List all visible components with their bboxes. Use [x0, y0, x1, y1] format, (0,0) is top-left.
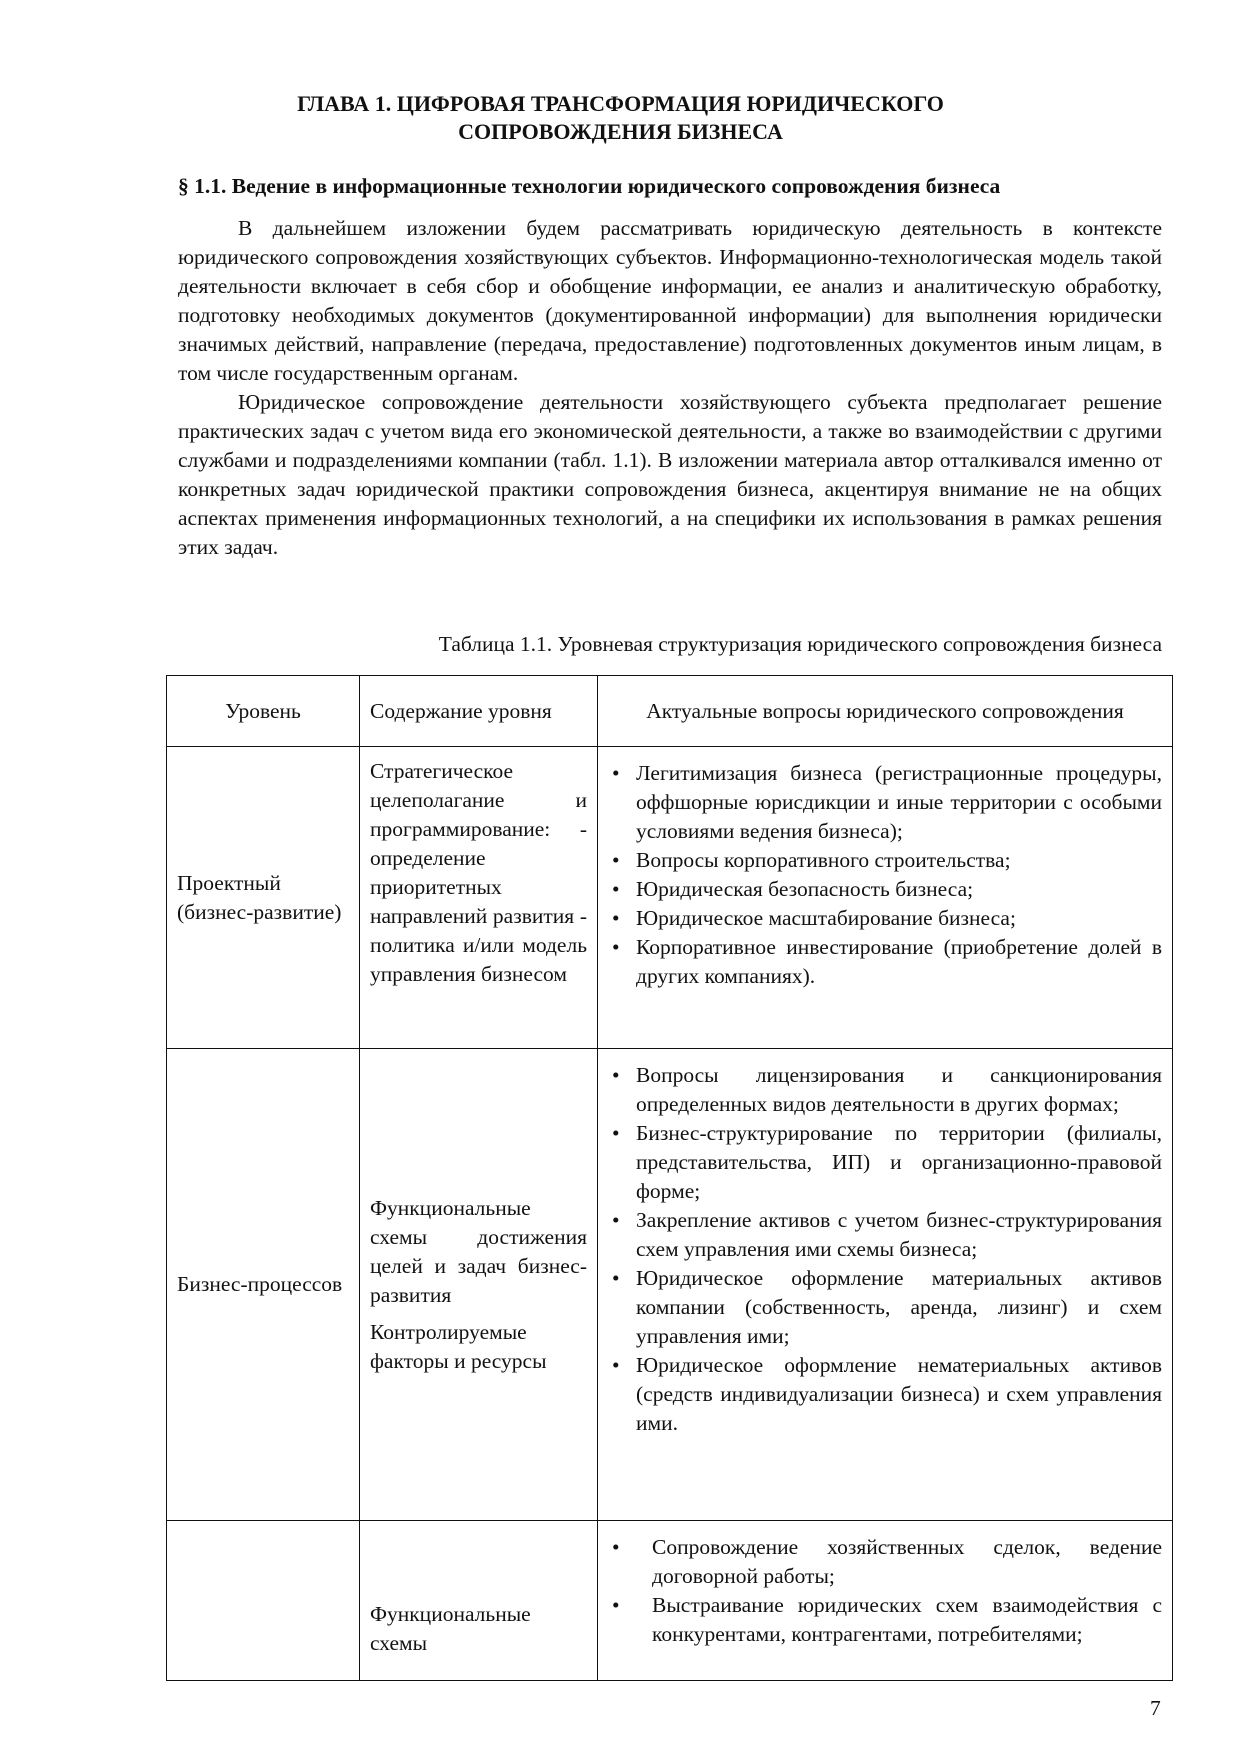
list-item: • Корпоративное инвестирование (приобретение долей в других компаниях). — [608, 933, 1162, 991]
issues-cell — [598, 1049, 1173, 1521]
content-cell — [360, 1049, 598, 1521]
page-number: 7 — [1150, 1696, 1161, 1720]
list-item: • Сопровождение хозяйственных сделок, ведение договорной работы; — [608, 1533, 1162, 1591]
level-cell: Проектный (бизнес-развитие) — [167, 747, 360, 1049]
list-item: • Выстраивание юридических схем взаимодействия с конкурентами, контрагентами, потребителями; — [608, 1591, 1162, 1649]
list-item: • Вопросы лицензирования и санкционирования определенных видов деятельности в других формах; — [608, 1061, 1162, 1119]
content-cell: Стратегическое целеполагание и программирование: - определение приоритетных направлений развития - политика и/или модель управления бизнесом — [360, 747, 598, 1049]
list-item: • Легитимизация бизнеса (регистрационные процедуры, оффшорные юрисдикции и иные территории с особыми условиями ведения бизнеса); — [608, 759, 1162, 846]
list-item: • Юридическое оформление нематериальных активов (средств индивидуализации бизнеса) и схем управления ими. — [608, 1351, 1162, 1438]
header-cell: Уровень — [167, 676, 360, 747]
section-title: § 1.1. Ведение в информационные технологии юридического сопровождения бизнеса — [178, 174, 1001, 198]
table-caption: Таблица 1.1. Уровневая структуризация юридического сопровождения бизнеса — [438, 632, 1162, 656]
table-row — [167, 747, 1173, 1049]
levels-table — [166, 675, 1173, 1681]
chapter-title-line: СОПРОВОЖДЕНИЯ БИЗНЕСА — [458, 119, 783, 144]
list-item: • Закрепление активов с учетом бизнес-структурирования схем управления ими схемы бизнеса; — [608, 1206, 1162, 1264]
content-text: Функциональные схемы достижения целей и задач бизнес-развития — [370, 1195, 587, 1307]
header-cell: Содержание уровня — [360, 676, 598, 747]
table-header-row — [167, 676, 1173, 747]
chapter-title — [0, 90, 1241, 146]
table-row — [167, 1049, 1173, 1521]
list-item: • Бизнес-структурирование по территории (филиалы, представительства, ИП) и организационно-правовой форме; — [608, 1119, 1162, 1206]
level-cell: Бизнес-процессов — [167, 1049, 360, 1521]
content-cell: Функциональные схемы — [360, 1521, 598, 1681]
issues-cell — [598, 747, 1173, 1049]
list-item: • Юридическое масштабирование бизнеса; — [608, 904, 1162, 933]
paragraph: Юридическое сопровождение деятельности хозяйствующего субъекта предполагает решение практических задач с учетом вида его экономической деятельности, а также во взаимодействии с другими службами и подразделениями компании (табл. 1.1). В изложении материала автор отталкивался именно от конкретных задач юридической практики сопровождения бизнеса, акцентируя внимание не на общих аспектах применения информационных технологий, а на специфики их использования в рамках решения этих задач. — [178, 390, 1162, 559]
header-cell: Актуальные вопросы юридического сопровождения — [598, 676, 1173, 747]
level-cell — [167, 1521, 360, 1681]
chapter-title-line: ГЛАВА 1. ЦИФРОВАЯ ТРАНСФОРМАЦИЯ ЮРИДИЧЕСКОГО — [297, 91, 944, 116]
list-item: • Юридическое оформление материальных активов компании (собственность, аренда, лизинг) и схем управления ими; — [608, 1264, 1162, 1351]
list-item: • Вопросы корпоративного строительства; — [608, 846, 1162, 875]
paragraph: В дальнейшем изложении будем рассматривать юридическую деятельность в контексте юридического сопровождения хозяйствующих субъектов. Информационно-технологическая модель такой деятельности включает в себя сбор и обобщение информации, ее анализ и аналитическую обработку, подготовку необходимых документов (документированной информации) для выполнения юридически значимых действий, направление (передача, предоставление) подготовленных документов иным лицам, в том числе государственным органам. — [178, 216, 1162, 385]
table-row — [167, 1521, 1173, 1681]
body-text — [178, 214, 1162, 562]
content-text: Контролируемые факторы и ресурсы — [370, 1319, 547, 1373]
issues-cell — [598, 1521, 1173, 1681]
list-item: • Юридическая безопасность бизнеса; — [608, 875, 1162, 904]
